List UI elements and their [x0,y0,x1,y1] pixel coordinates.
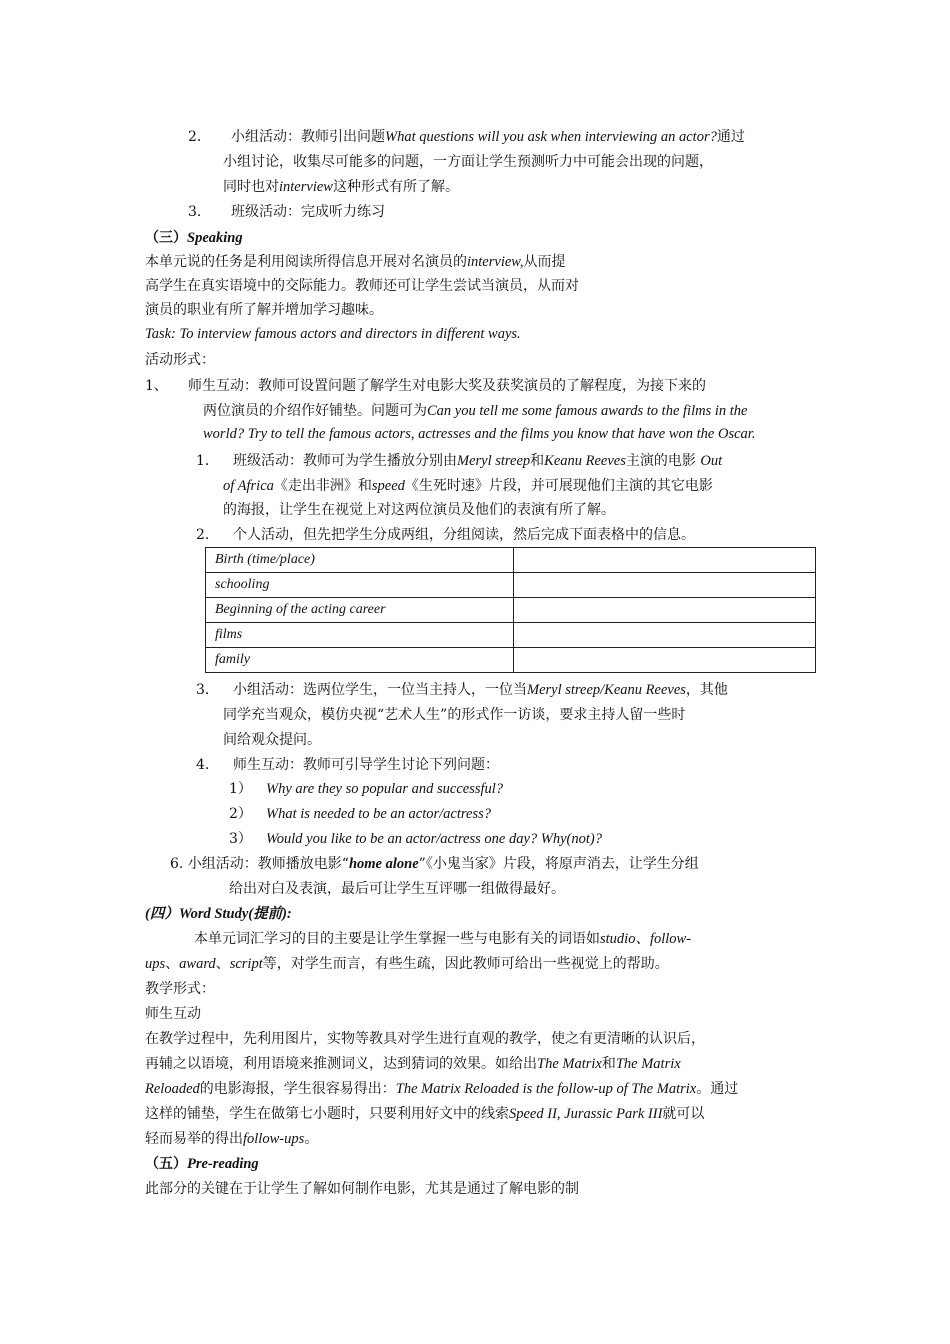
paragraph-line: of Africa《走出非洲》和speed《生死时速》片段，并可展现他们主演的其它电影 [223,478,713,494]
paragraph-line: 6. 小组活动：教师播放电影“home alone”《小鬼当家》片段，将原声消去，让学生分组 [170,856,699,872]
table-cell-empty [514,548,816,573]
paragraph-line: 高学生在真实语境中的交际能力。教师还可让学生尝试当演员，从而对 [145,278,579,294]
section-heading: （三）Speaking [145,230,243,246]
paragraph-line: ups、award、script等，对学生而言，有些生疏，因此教师可给出一些视觉上的帮助。 [145,956,669,972]
table-row [206,548,816,573]
paragraph-line: 师生互动：教师可设置问题了解学生对电影大奖及获奖演员的了解程度，为接下来的 [188,378,706,394]
section-heading: (四）Word Study(提前): [145,906,292,922]
paragraph-line: 本单元词汇学习的目的主要是让学生掌握一些与电影有关的词语如studio、follow- [194,931,692,947]
paragraph-line: 同学充当观众，模仿央视“艺术人生”的形式作一访谈，要求主持人留一些时 [223,707,686,723]
table-row [206,623,816,648]
table-cell-empty [514,573,816,598]
list-number: 4． [196,757,219,773]
paragraph-line: 小组讨论，收集尽可能多的问题，一方面让学生预测听力中可能会出现的问题， [223,154,713,170]
paragraph-line: 班级活动：完成听力练习 [231,204,385,220]
form-label: 教学形式： [145,981,215,997]
table-cell-label: films [206,623,514,648]
paragraph-line: 此部分的关键在于让学生了解如何制作电影，尤其是通过了解电影的制 [145,1181,579,1197]
paragraph-line: 在教学过程中，先利用图片，实物等教具对学生进行直观的教学，使之有更清晰的认识后， [145,1031,705,1047]
question-number: 2） [229,806,252,822]
table-row [206,573,816,598]
table-row [206,598,816,623]
paragraph-line: 再辅之以语境，利用语境来推测词义，达到猜词的效果。如给出The Matrix和The Matrix [145,1056,681,1072]
list-number: 3． [196,682,219,698]
table-cell-label: family [206,648,514,673]
task-line: Task: To interview famous actors and directors in different ways. [145,326,521,342]
section-heading: （五）Pre-reading [145,1156,259,1172]
paragraph-line: 轻而易举的得出follow-ups。 [145,1131,319,1147]
paragraph-line: 个人活动，但先把学生分成两组，分组阅读，然后完成下面表格中的信息。 [233,527,695,543]
paragraph-line: 的海报，让学生在视觉上对这两位演员及他们的表演有所了解。 [223,502,615,518]
table-cell-empty [514,623,816,648]
table-cell-label: Beginning of the acting career [206,598,514,623]
question-number: 1） [229,781,252,797]
list-number: 1、 [145,378,168,394]
info-table [205,547,816,673]
paragraph-line: 师生互动 [145,1006,201,1022]
list-number: 2． [196,527,219,543]
question-number: 3） [229,831,252,847]
paragraph-line: 两位演员的介绍作好铺垫。问题可为Can you tell me some famous awards to the films in the [203,403,748,419]
paragraph-line: 同时也对interview这种形式有所了解。 [223,179,459,195]
paragraph-line: Reloaded的电影海报，学生很容易得出：The Matrix Reloaded is the follow-up of The Matrix。通过 [145,1081,739,1097]
paragraph-line: 小组活动：教师引出问题What questions will you ask when interviewing an actor?通过 [231,129,745,145]
question-text: Would you like to be an actor/actress one day? Why(not)? [266,831,602,847]
paragraph-line: 这样的铺垫，学生在做第七小题时，只要利用好文中的线索Speed II, Jurassic Park III就可以 [145,1106,705,1122]
table-cell-empty [514,648,816,673]
question-text: What is needed to be an actor/actress? [266,806,491,822]
question-text: Why are they so popular and successful? [266,781,504,797]
form-label: 活动形式： [145,352,215,368]
table-cell-label: schooling [206,573,514,598]
paragraph-line: 演员的职业有所了解并增加学习趣味。 [145,302,383,318]
paragraph-line: 班级活动：教师可为学生播放分别由Meryl streep和Keanu Reeves主演的电影 Out [233,453,723,469]
paragraph-line: 小组活动：选两位学生，一位当主持人，一位当Meryl streep/Keanu Reeves，其他 [233,682,728,698]
paragraph-line: 本单元说的任务是利用阅读所得信息开展对名演员的interview,从而提 [145,254,566,270]
list-number: 1． [196,453,219,469]
table-cell-empty [514,598,816,623]
paragraph-line: 间给观众提问。 [223,732,321,748]
paragraph-line: 给出对白及表演，最后可让学生互评哪一组做得最好。 [229,881,565,897]
paragraph-line: 师生互动：教师可引导学生讨论下列问题： [233,757,499,773]
paragraph-line: world? Try to tell the famous actors, actresses and the films you know that have won the Oscar. [203,426,756,442]
list-number: 2． [188,129,211,145]
table-row [206,648,816,673]
list-number: 3． [188,204,211,220]
table-cell-label: Birth (time/place) [206,548,514,573]
